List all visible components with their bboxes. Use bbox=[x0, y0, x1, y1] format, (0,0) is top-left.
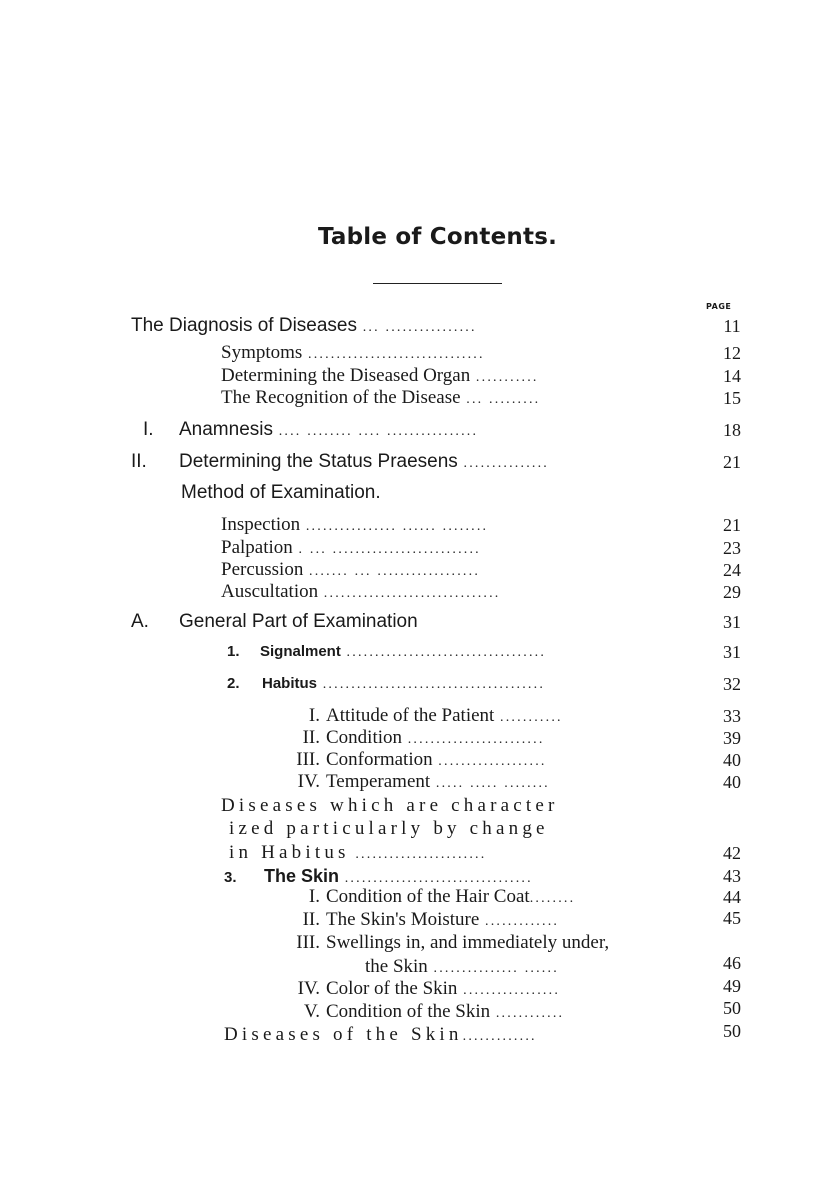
toc-entry-title: Attitude of the Patient bbox=[326, 705, 495, 726]
toc-entry-title: Palpation bbox=[221, 537, 293, 558]
toc-entry-title: ized particularly by change bbox=[229, 818, 549, 839]
toc-page-number: 33 bbox=[723, 706, 741, 726]
toc-entry-title: Condition of the Skin bbox=[326, 1001, 491, 1022]
roman-numeral: III. bbox=[296, 932, 320, 953]
section-letter: A. bbox=[131, 611, 149, 632]
toc-entry-title: the Skin bbox=[365, 956, 428, 977]
toc-entry[interactable] bbox=[221, 385, 540, 411]
roman-numeral: II. bbox=[302, 909, 320, 930]
toc-entry[interactable] bbox=[227, 639, 546, 665]
leader-dots: ............. bbox=[479, 914, 560, 929]
toc-page-number: 32 bbox=[723, 674, 741, 694]
toc-entry-title: Temperament bbox=[326, 771, 431, 792]
toc-page-number: 46 bbox=[723, 953, 741, 973]
toc-entry-title: The Diagnosis of Diseases bbox=[131, 315, 357, 336]
toc-entry-line[interactable] bbox=[229, 816, 549, 842]
toc-entry-title: Habitus bbox=[262, 675, 318, 692]
leader-dots: ........ bbox=[529, 891, 576, 906]
page-title: Table of Contents. bbox=[317, 224, 558, 250]
toc-page-number: 15 bbox=[723, 388, 741, 408]
leader-dots: ....................... bbox=[349, 847, 487, 862]
toc-entry-title: The Skin bbox=[264, 866, 340, 886]
toc-entry-line[interactable] bbox=[268, 930, 609, 956]
leader-dots: .... ........ .... ................ bbox=[273, 424, 479, 439]
toc-entry-title: Method of Examination. bbox=[181, 482, 381, 503]
leader-dots: ................. bbox=[457, 983, 561, 998]
toc-entry-title: Auscultation bbox=[221, 581, 319, 602]
toc-page-number: 40 bbox=[723, 772, 741, 792]
toc-page-number: 31 bbox=[723, 642, 741, 662]
toc-page-number: 44 bbox=[723, 887, 741, 907]
leader-dots: ..... ..... ........ bbox=[430, 776, 550, 791]
toc-entry[interactable] bbox=[221, 579, 501, 605]
toc-entry-title: Color of the Skin bbox=[326, 978, 458, 999]
toc-entry[interactable] bbox=[131, 449, 549, 475]
leader-dots: ............................... bbox=[318, 586, 501, 601]
leader-dots: ............ bbox=[490, 1006, 565, 1021]
toc-entry[interactable] bbox=[268, 769, 550, 795]
toc-entry-title: Anamnesis bbox=[179, 419, 273, 440]
leader-dots: ............. bbox=[462, 1029, 537, 1044]
toc-entry-title: Inspection bbox=[221, 514, 301, 535]
toc-page-number: 12 bbox=[723, 343, 741, 363]
leader-dots: ... ......... bbox=[460, 392, 541, 407]
leader-dots: ... ................ bbox=[357, 320, 477, 335]
leader-dots: ................................... bbox=[340, 645, 547, 660]
toc-subheading bbox=[181, 480, 381, 506]
toc-page-number: 40 bbox=[723, 750, 741, 770]
toc-page-number: 39 bbox=[723, 728, 741, 748]
toc-entry-title: Percussion bbox=[221, 559, 304, 580]
leader-dots: ................... bbox=[432, 754, 547, 769]
toc-page-number: 49 bbox=[723, 976, 741, 996]
toc-entry-title: Diseases which are character bbox=[221, 795, 559, 816]
roman-numeral: III. bbox=[296, 749, 320, 770]
toc-entry-title: The Skin's Moisture bbox=[326, 909, 480, 930]
toc-page-number: 29 bbox=[723, 582, 741, 602]
toc-page-number: 11 bbox=[723, 316, 741, 336]
section-numeral: II. bbox=[131, 451, 147, 472]
leader-dots: ................ ...... ........ bbox=[300, 519, 489, 534]
toc-entry-title: The Recognition of the Disease bbox=[221, 387, 461, 408]
toc-page-number: 42 bbox=[723, 843, 741, 863]
toc-entry-title: Swellings in, and immediately under, bbox=[326, 932, 610, 953]
toc-entry-title: Determining the Diseased Organ bbox=[221, 365, 471, 386]
toc-page-number: 21 bbox=[723, 452, 741, 472]
roman-numeral: V. bbox=[303, 1001, 320, 1022]
toc-entry[interactable] bbox=[227, 671, 545, 697]
item-number: 2. bbox=[227, 675, 240, 692]
toc-entry-title: Conformation bbox=[326, 749, 433, 770]
leader-dots: ....... ... .................. bbox=[303, 564, 481, 579]
leader-dots: ........... bbox=[494, 710, 563, 725]
leader-dots: ............... ...... bbox=[427, 961, 559, 976]
toc-page-number: 31 bbox=[723, 612, 741, 632]
toc-entry-title: in Habitus bbox=[229, 842, 350, 863]
roman-numeral: I. bbox=[308, 886, 320, 907]
roman-numeral: IV. bbox=[297, 771, 320, 792]
toc-entry[interactable] bbox=[131, 609, 418, 635]
toc-entry-title: General Part of Examination bbox=[179, 611, 418, 632]
toc-page-number: 18 bbox=[723, 420, 741, 440]
toc-page-number: 24 bbox=[723, 560, 741, 580]
page-column-label: PAGE bbox=[706, 302, 732, 311]
leader-dots: ................................. bbox=[339, 871, 533, 886]
roman-numeral: IV. bbox=[297, 978, 320, 999]
leader-dots: ............... bbox=[457, 456, 550, 471]
leader-dots: . ... .......................... bbox=[292, 542, 481, 557]
toc-entry-title: Condition bbox=[326, 727, 403, 748]
item-number: 1. bbox=[227, 643, 240, 660]
toc-page-number: 14 bbox=[723, 366, 741, 386]
toc-entry-title: Diseases of the Skin bbox=[224, 1024, 463, 1045]
toc-page-number: 50 bbox=[723, 1021, 741, 1041]
roman-numeral: II. bbox=[302, 727, 320, 748]
item-number: 3. bbox=[224, 869, 237, 886]
toc-page-number: 50 bbox=[723, 998, 741, 1018]
leader-dots: ........... bbox=[470, 370, 539, 385]
toc-entry[interactable] bbox=[131, 313, 477, 339]
toc-entry-title: Signalment bbox=[260, 643, 341, 660]
toc-page-number: 21 bbox=[723, 515, 741, 535]
title-rule bbox=[373, 283, 502, 284]
toc-entry-title: Condition of the Hair Coat bbox=[326, 886, 530, 907]
leader-dots: ............................... bbox=[302, 347, 485, 362]
toc-entry-title: Determining the Status Praesens bbox=[179, 451, 458, 472]
roman-numeral: I. bbox=[308, 705, 320, 726]
leader-dots: ....................................... bbox=[317, 677, 546, 692]
toc-entry[interactable] bbox=[131, 417, 478, 443]
toc-page-number: 45 bbox=[723, 908, 741, 928]
toc-page-number: 43 bbox=[723, 866, 741, 886]
toc-entry[interactable] bbox=[224, 1022, 537, 1048]
leader-dots: ........................ bbox=[402, 732, 545, 747]
toc-entry-title: Symptoms bbox=[221, 342, 303, 363]
toc-page-number: 23 bbox=[723, 538, 741, 558]
section-numeral: I. bbox=[143, 419, 154, 440]
